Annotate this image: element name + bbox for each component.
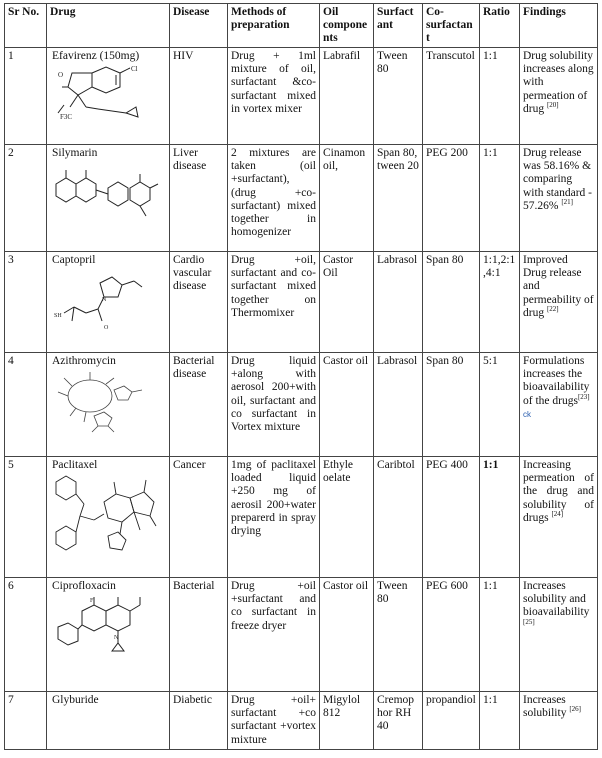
method-cell: Drug +oil+ surfactant +co surfactant +vortex mixture [228, 692, 320, 750]
disease-cell: HIV [170, 48, 228, 145]
drug-name: Captopril [52, 254, 96, 266]
findings-cell [520, 145, 598, 252]
ratio-cell: 5:1 [480, 353, 520, 457]
findings-text: Increases solubility and bioavailability [523, 580, 590, 619]
ratio-cell: 1:1 [480, 457, 520, 578]
findings-cell [520, 692, 598, 750]
findings-cell [520, 457, 598, 578]
surfactant-cell: Cremophor RH 40 [374, 692, 423, 750]
surfactant-cell: Labrasol [374, 353, 423, 457]
disease-cell: Bacterial disease [170, 353, 228, 457]
efavirenz-structure-image [50, 65, 160, 127]
ratio-cell: 1:1 [480, 145, 520, 252]
oil-cell: Castor oil [320, 578, 374, 692]
header-findings: Findings [520, 4, 598, 48]
drug-cell [47, 578, 170, 692]
findings-text: Increases solubility [523, 694, 567, 720]
findings-text: Increasing permeation of the drug and solubility of drugs [523, 459, 594, 524]
findings-cell [520, 48, 598, 145]
table-row [5, 457, 598, 578]
reference-sup: [26] [569, 705, 581, 714]
drug-name: Glyburide [52, 694, 99, 706]
findings-cell [520, 353, 598, 457]
drug-cell [47, 457, 170, 578]
findings-text: Formulations increases the bioavailability of the drugs [523, 355, 590, 407]
svg-text:F3C: F3C [60, 113, 73, 122]
findings-cell [520, 252, 598, 353]
disease-cell: Cancer [170, 457, 228, 578]
svg-text:O: O [58, 71, 64, 80]
cosurfactant-cell: Span 80 [423, 252, 480, 353]
table-row [5, 578, 598, 692]
table-row [5, 692, 598, 750]
findings-text: Drug solubility increases along with permeation of drug [523, 50, 594, 115]
sr-cell: 3 [5, 252, 47, 353]
drug-name: Azithromycin [52, 355, 116, 367]
ratio-cell: 1:1,2:1,4:1 [480, 252, 520, 353]
sr-cell: 1 [5, 48, 47, 145]
table-row [5, 145, 598, 252]
header-cosurfactant: Co-surfactant [423, 4, 480, 48]
reference-sup: [21] [561, 197, 574, 206]
table-row [5, 48, 598, 145]
paclitaxel-structure-image [50, 474, 162, 566]
table-row [5, 353, 598, 457]
reference-sup: [24] [551, 509, 564, 518]
drug-cell [47, 48, 170, 145]
surfactant-cell: Tween 80 [374, 578, 423, 692]
drug-name: Paclitaxel [52, 459, 98, 471]
header-sr: Sr No. [5, 4, 47, 48]
surfactant-cell: Labrasol [374, 252, 423, 353]
oil-cell: Migylol 812 [320, 692, 374, 750]
drug-cell [47, 252, 170, 353]
ciprofloxacin-structure-image [50, 595, 150, 675]
method-cell: Drug liquid +along with aerosol 200+with oil, surfactant and co surfactant in Vortex mixture [228, 353, 320, 457]
header-drug: Drug [47, 4, 170, 48]
method-cell: Drug + 1ml mixture of oil, surfactant &co-surfactant mixed in vortex mixer [228, 48, 320, 145]
header-ratio: Ratio [480, 4, 520, 48]
azithromycin-structure-image [50, 370, 150, 436]
disease-cell: Bacterial [170, 578, 228, 692]
svg-text:F: F [90, 598, 94, 605]
drug-name: Efavirenz (150mg) [52, 50, 140, 62]
oil-cell: Cinamon oil, [320, 145, 374, 252]
header-oil: Oil components [320, 4, 374, 48]
drug-name: Ciprofloxacin [52, 580, 116, 592]
sr-cell: 2 [5, 145, 47, 252]
cosurfactant-cell: Transcutol [423, 48, 480, 145]
disease-cell: Diabetic [170, 692, 228, 750]
reference-sup: [25] [523, 617, 535, 626]
sr-cell: 6 [5, 578, 47, 692]
reference-sup: [23] [577, 392, 590, 401]
findings-text: Improved Drug release and permeability of drug [523, 254, 594, 319]
cosurfactant-cell: PEG 200 [423, 145, 480, 252]
header-methods: Methods of preparation [228, 4, 320, 48]
disease-cell: Cardio vascular disease [170, 252, 228, 353]
cosurfactant-cell: PEG 400 [423, 457, 480, 578]
silymarin-structure-image [50, 162, 162, 224]
surfactant-cell: Tween 80 [374, 48, 423, 145]
reference-sup: [22] [546, 304, 559, 313]
cosurfactant-cell: propandiol [423, 692, 480, 750]
header-surfactant: Surfactant [374, 4, 423, 48]
ratio-cell: 1:1 [480, 48, 520, 145]
cosurfactant-cell: Span 80 [423, 353, 480, 457]
svg-text:O: O [104, 325, 109, 332]
svg-text:SH: SH [54, 313, 62, 320]
method-cell: 1mg of paclitaxel loaded liquid +250 mg of aerosil 200+water preparerd in spray drying [228, 457, 320, 578]
sr-cell: 5 [5, 457, 47, 578]
drug-cell [47, 145, 170, 252]
svg-text:N: N [102, 297, 107, 304]
findings-text: Drug release was 58.16% & comparing with standard - 57.26% [523, 147, 592, 212]
svg-text:Cl: Cl [131, 65, 138, 74]
surfactant-cell: Caribtol [374, 457, 423, 578]
disease-cell: Liver disease [170, 145, 228, 252]
drug-cell [47, 692, 170, 750]
stamp-mark: ck [523, 409, 531, 419]
captopril-structure-image [50, 269, 150, 331]
drug-name: Silymarin [52, 147, 98, 159]
ratio-cell: 1:1 [480, 692, 520, 750]
method-cell: Drug +oil, surfactant and co-surfactant mixed together on Thermomixer [228, 252, 320, 353]
ratio-cell: 1:1 [480, 578, 520, 692]
sr-cell: 7 [5, 692, 47, 750]
svg-text:N: N [114, 635, 119, 642]
oil-cell: Ethyle oelate [320, 457, 374, 578]
reference-sup: [20] [546, 100, 559, 109]
oil-cell: Castor Oil [320, 252, 374, 353]
header-row [5, 4, 598, 48]
cosurfactant-cell: PEG 600 [423, 578, 480, 692]
oil-cell: Labrafil [320, 48, 374, 145]
surfactant-cell: Span 80, tween 20 [374, 145, 423, 252]
table-row [5, 252, 598, 353]
method-cell: Drug +oil +surfactant and co surfactant in freeze dryer [228, 578, 320, 692]
oil-cell: Castor oil [320, 353, 374, 457]
findings-cell [520, 578, 598, 692]
formulation-table [4, 3, 598, 750]
drug-cell [47, 353, 170, 457]
sr-cell: 4 [5, 353, 47, 457]
method-cell: 2 mixtures are taken (oil +surfactant), (drug +co-surfactant) mixed together in homogenizer [228, 145, 320, 252]
header-disease: Disease [170, 4, 228, 48]
